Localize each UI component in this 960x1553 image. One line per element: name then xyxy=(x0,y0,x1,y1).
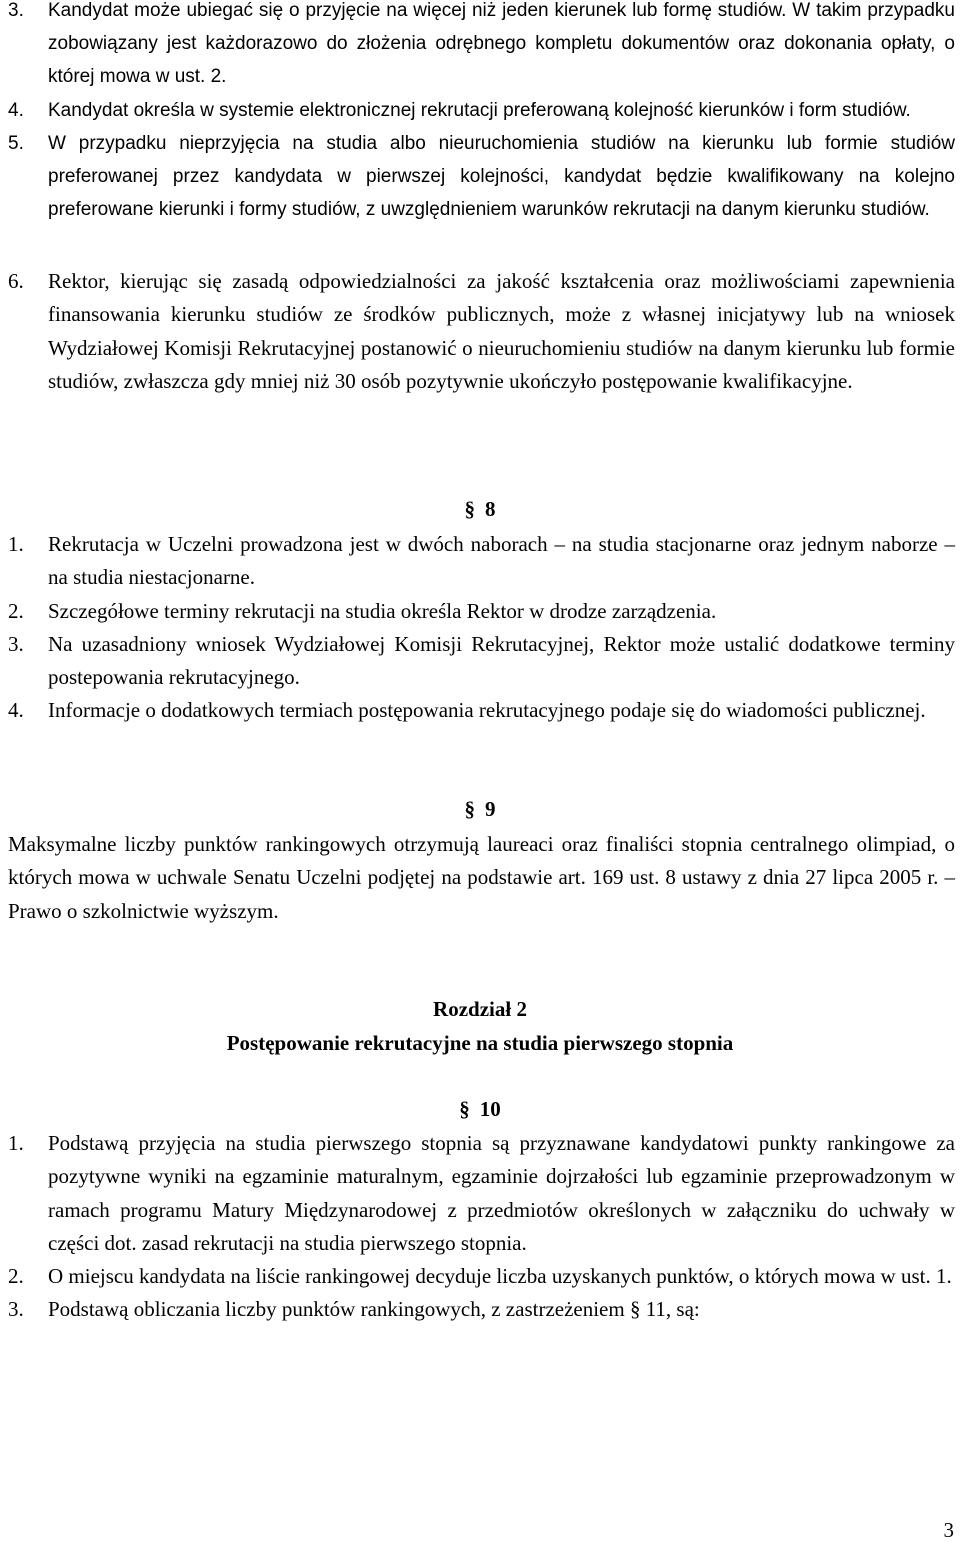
list-item xyxy=(0,94,960,127)
section-symbol: § xyxy=(464,797,475,821)
list-item xyxy=(0,0,960,94)
list-block-1 xyxy=(0,0,960,226)
section-symbol: § xyxy=(464,497,475,521)
section-heading-10 xyxy=(0,1093,960,1126)
item-text: Kandydat określa w systemie elektronicznej rekrutacji preferowaną kolejność kierunków i form studiów. xyxy=(48,99,911,121)
list-item xyxy=(0,595,960,628)
item-text: Podstawą obliczania liczby punktów rankingowych, z zastrzeżeniem § 11, są: xyxy=(48,1297,700,1322)
section-heading-8 xyxy=(0,493,960,526)
item-text: Kandydat może ubiegać się o przyjęcie na więcej niż jeden kierunek lub formę studiów. W takim przypadku zobowiązany jest każdorazowo do złożenia odrębnego kompletu dokumentów oraz dokonania opłaty, o której mowa w ust. 2. xyxy=(48,0,955,88)
list-item xyxy=(0,1293,960,1326)
list-block-2 xyxy=(0,265,960,398)
list-section-8 xyxy=(0,528,960,728)
item-number: 2. xyxy=(8,1264,24,1289)
list-item xyxy=(0,1260,960,1293)
item-number: 2. xyxy=(8,598,24,623)
section-symbol: § xyxy=(459,1097,470,1121)
list-item xyxy=(0,265,960,398)
item-number: 3. xyxy=(8,1297,24,1322)
list-item xyxy=(0,628,960,695)
item-number: 6. xyxy=(8,269,24,293)
page-number: 3 xyxy=(943,1518,954,1542)
item-number: 4. xyxy=(8,99,24,121)
list-item xyxy=(0,1127,960,1260)
list-item xyxy=(0,127,960,227)
section-number: 8 xyxy=(485,497,496,521)
item-number: 3. xyxy=(8,0,24,21)
item-text: Na uzasadniony wniosek Wydziałowej Komisji Rekrutacyjnej, Rektor może ustalić dodatkowe terminy postepowania rekrutacyjnego. xyxy=(48,631,955,690)
section-number: 10 xyxy=(479,1097,501,1121)
list-item xyxy=(0,694,960,727)
item-text: O miejscu kandydata na liście rankingowej decyduje liczba uzyskanych punktów, o których mowa w ust. 1. xyxy=(48,1264,952,1289)
item-text: Podstawą przyjęcia na studia pierwszego stopnia są przyznawane kandydatowi punkty rankingowe za pozytywne wyniki na egzaminie maturalnym, egzaminie dojrzałości lub egzaminie przeprowadzonym w ramach programu Matury Międzynarodowej z przedmiotów określonych w załączniku do uchwały w części dot. zasad rekrutacji na studia pierwszego stopnia. xyxy=(48,1131,955,1255)
item-number: 4. xyxy=(8,698,24,723)
section-number: 9 xyxy=(485,797,496,821)
item-text: Informacje o dodatkowych termiach postępowania rekrutacyjnego podaje się do wiadomości publicznej. xyxy=(48,698,926,723)
chapter-title: Postępowanie rekrutacyjne na studia pierwszego stopnia xyxy=(226,1031,734,1055)
item-number: 5. xyxy=(8,132,24,154)
list-section-10 xyxy=(0,1127,960,1327)
item-text: Rektor, kierując się zasadą odpowiedzialności za jakość kształcenia oraz możliwościami zapewnienia finansowania kierunku studiów ze środków publicznych, może z własnej inicjatywy lub na wniosek Wydziałowej Komisji Rekrutacyjnej postanowić o nieuruchomieniu studiów na danym kierunku lub formie studiów, zwłaszcza gdy mniej niż 30 osób pozytywnie ukończyło postępowanie kwalifikacyjne. xyxy=(48,269,955,393)
item-number: 1. xyxy=(8,1131,24,1155)
section-heading-9 xyxy=(0,793,960,826)
item-number: 1. xyxy=(8,532,24,556)
section-9-paragraph: Maksymalne liczby punktów rankingowych otrzymują laureaci oraz finaliści stopnia centralnego olimpiad, o których mowa w uchwale Senatu Uczelni podjętej na podstawie art. 169 ust. 8 ustawy z dnia 27 lipca 2005 r. – Prawo o szkolnictwie wyższym. xyxy=(8,832,955,923)
item-text: W przypadku nieprzyjęcia na studia albo nieuruchomienia studiów na kierunku lub formie studiów preferowanej przez kandydata w pierwszej kolejności, kandydat będzie kwalifikowany na kolejno preferowane kierunki i formy studiów, z uwzględnieniem warunków rekrutacji na danym kierunku studiów. xyxy=(48,132,955,221)
item-text: Rekrutacja w Uczelni prowadzona jest w dwóch naborach – na studia stacjonarne oraz jednym naborze – na studia niestacjonarne. xyxy=(48,532,955,590)
chapter-label: Rozdział 2 xyxy=(433,997,527,1021)
item-number: 3. xyxy=(8,631,24,656)
list-item xyxy=(0,528,960,595)
item-text: Szczegółowe terminy rekrutacji na studia określa Rektor w drodze zarządzenia. xyxy=(48,598,717,623)
